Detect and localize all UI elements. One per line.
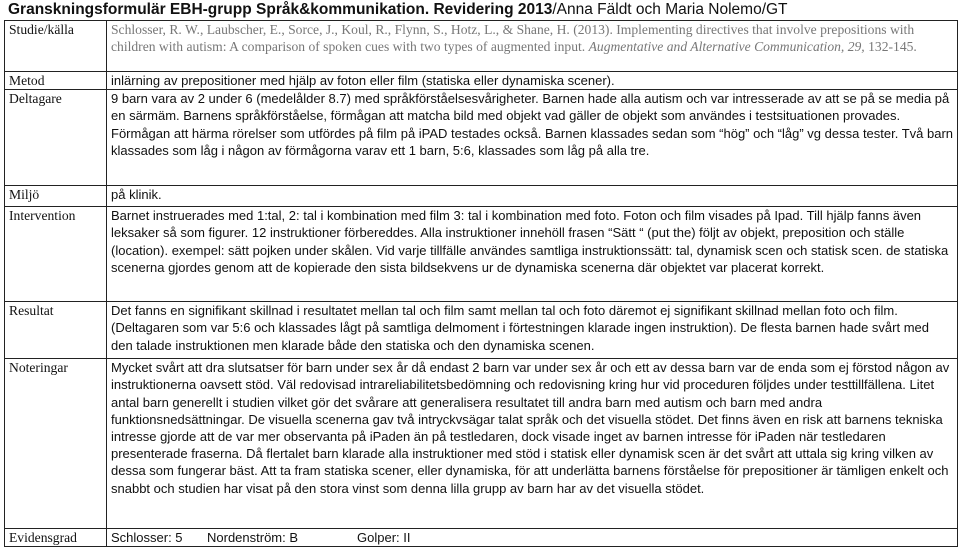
value-resultat: Det fanns en signifikant skillnad i resultatet mellan tal och film samt mellan tal och foto däremot ej signifikant skillnad mellan foto och film. (Deltagaren som var 5:6 och klassades lågt på samtliga delmoment i förtestningen klarade ingen instruktion). De flesta barnen hade svårt med den talade instruktionen men klarade både den statiska och den dynamiska scenen. <box>107 302 958 359</box>
evidence-schlosser: Schlosser: 5 <box>111 530 183 546</box>
label-metod: Metod <box>5 72 107 90</box>
study-authors: Schlosser, R. W., Laubscher, E., Sorce, J., Koul, R., Flynn, S., Hotz, L., & Shane, H. (2013). <box>111 22 617 37</box>
label-evidens: Evidensgrad <box>5 529 107 547</box>
label-intervention: Intervention <box>5 207 107 302</box>
study-title: Implementing directives that involve prepositions with children with autism: A comparison of spoken cues with two types of augmented input. <box>111 22 915 55</box>
form-title-bold: Granskningsformulär EBH-grupp Språk&kommunikation. Revidering 2013 <box>8 1 553 18</box>
value-studie <box>107 21 958 72</box>
row-studie <box>5 21 958 72</box>
label-resultat: Resultat <box>5 302 107 359</box>
form-title <box>8 0 958 20</box>
row-resultat <box>5 302 958 359</box>
value-evidens <box>107 529 958 547</box>
row-evidens <box>5 529 958 547</box>
row-miljo <box>5 186 958 207</box>
row-noteringar <box>5 359 958 529</box>
study-pages: 132-145. <box>864 39 917 55</box>
value-intervention: Barnet instruerades med 1:tal, 2: tal i kombination med film 3: tal i kombination med foto. Foton och film visades på Ipad. Till hjälp fanns även leksaker så som figurer. 12 instruktioner förbereddes. Alla instruktioner innehöll frasen “Sätt “ (put the) följt av objekt, preposition och ställe (location). exempel: sätt pojken under skålen. Vid varje tillfälle användes samtliga instruktionssätt: tal, dynamisk scen och statisk scen. de statiska scenerna gjordes genom att de kopierade den sista bildsekvens ur de dynamiska scenerna där objektet var placerat korrekt. <box>107 207 958 302</box>
study-journal: Augmentative and Alternative Communication, 29, <box>588 39 865 55</box>
label-deltagare: Deltagare <box>5 90 107 186</box>
label-studie: Studie/källa <box>5 21 107 72</box>
value-miljo: på klinik. <box>107 186 958 207</box>
form-title-authors: /Anna Fäldt och Maria Nolemo/GT <box>552 1 788 18</box>
review-table <box>4 20 958 547</box>
value-deltagare: 9 barn vara av 2 under 6 (medelålder 8.7) med språkförståelsesvårigheter. Barnen hade alla autism och var intresserade av att se på se media på en särmäm. Barnens språkförståelse, förmågan att matcha bild med objekt vad gäller de objekt som användes i testsituationen provades. Förmågan att härma rörelser som utfördes på film på iPAD testades också. Barnen klassades sedan som “hög” och “låg” vg dessa tester. Två barn klassades som låg i någon av förmågorna varav ett 1 barn, 5:6, klassades som låg på alla tre. <box>107 90 958 186</box>
value-noteringar: Mycket svårt att dra slutsatser för barn under sex år då endast 2 barn var under sex år och ett av dessa barn var de enda som ej förstod någon av instruktionerna oavsett stöd. Väl redovisad intrareliabilitetsbedömning och redovisning kring hur vid proceduren följdes under testtillfällena. Litet antal barn generellt i studien vilket gör det svårare att generalisera resultatet till andra barn med autism och barn med andra funktionsnedsättningar. De visuella scenerna gav två intryckvsägar talat språk och det visuella stödet. Det finns även en risk att barnens tekniska intresse gjorde att de var mer observanta på iPaden än på testledaren, dock visade inget av barnen intresse för iPaden när testledaren presenterade fraserna. Då flertalet barn klarade alla instruktioner med stöd i statisk eller dynamisk scen är det svårt att uttala sig kring vilken av dessa som fungerar bäst. Att ta fram statiska scener, eller dynamiska, för att underlätta barnens förståelse för prepositioner är tämligen enkelt och snabbt och studien har visat på den stora vinst som denna lilla grupp av barn har av det visuella stödet. <box>107 359 958 529</box>
row-metod <box>5 72 958 90</box>
label-miljo: Miljö <box>5 186 107 207</box>
evidence-nordenstrom: Nordenström: B <box>207 530 299 546</box>
value-metod: inlärning av prepositioner med hjälp av foton eller film (statiska eller dynamiska scener). <box>107 72 958 90</box>
evidence-golper: Golper: II <box>357 530 411 546</box>
label-noteringar: Noteringar <box>5 359 107 529</box>
row-intervention <box>5 207 958 302</box>
row-deltagare <box>5 90 958 186</box>
